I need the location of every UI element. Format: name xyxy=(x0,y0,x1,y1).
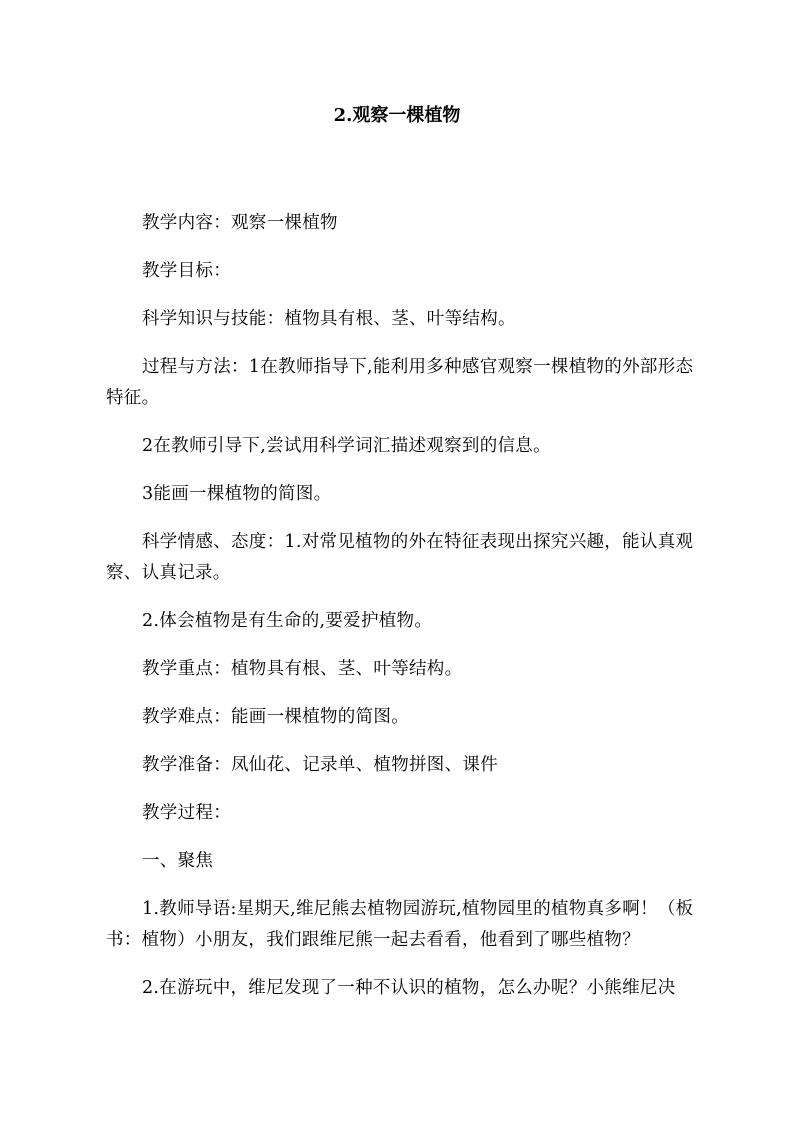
paragraph-teaching-goals: 教学目标： xyxy=(142,261,231,281)
document-body xyxy=(106,208,696,1021)
paragraph-section-focus: 一、聚焦 xyxy=(142,851,214,871)
paragraph-attitude-2: 2.体会植物是有生命的,要爱护植物。 xyxy=(142,611,433,631)
paragraph-key-points: 教学重点：植物具有根、茎、叶等结构。 xyxy=(142,659,463,679)
paragraph-intro-2: 2.在游玩中，维尼发现了一种不认识的植物，怎么办呢？小熊维尼决 xyxy=(142,978,676,998)
paragraph-process-method: 过程与方法：1在教师指导下,能利用多种感官观察一棵植物的外部形态特征。 xyxy=(106,357,694,408)
paragraph-process-heading: 教学过程： xyxy=(142,803,231,823)
paragraph-emotion-attitude: 科学情感、态度：1.对常见植物的外在特征表现出探究兴趣，能认真观察、认真记录。 xyxy=(106,532,694,583)
paragraph-difficulty: 教学难点：能画一棵植物的简图。 xyxy=(142,707,409,727)
paragraph-method-2: 2在教师引导下,尝试用科学词汇描述观察到的信息。 xyxy=(142,436,551,456)
paragraph-intro-1: 1.教师导语:星期天,维尼熊去植物园游玩,植物园里的植物真多啊！（板书：植物）小朋友，我们跟维尼熊一起去看看，他看到了哪些植物？ xyxy=(106,899,694,950)
paragraph-teaching-content: 教学内容：观察一棵植物 xyxy=(142,213,338,233)
document-title: 2.观察一棵植物 xyxy=(333,105,461,126)
paragraph-method-3: 3能画一棵植物的简图。 xyxy=(142,484,332,504)
paragraph-knowledge-skills: 科学知识与技能：植物具有根、茎、叶等结构。 xyxy=(142,309,516,329)
paragraph-preparation: 教学准备：凤仙花、记录单、植物拼图、课件 xyxy=(142,755,498,775)
